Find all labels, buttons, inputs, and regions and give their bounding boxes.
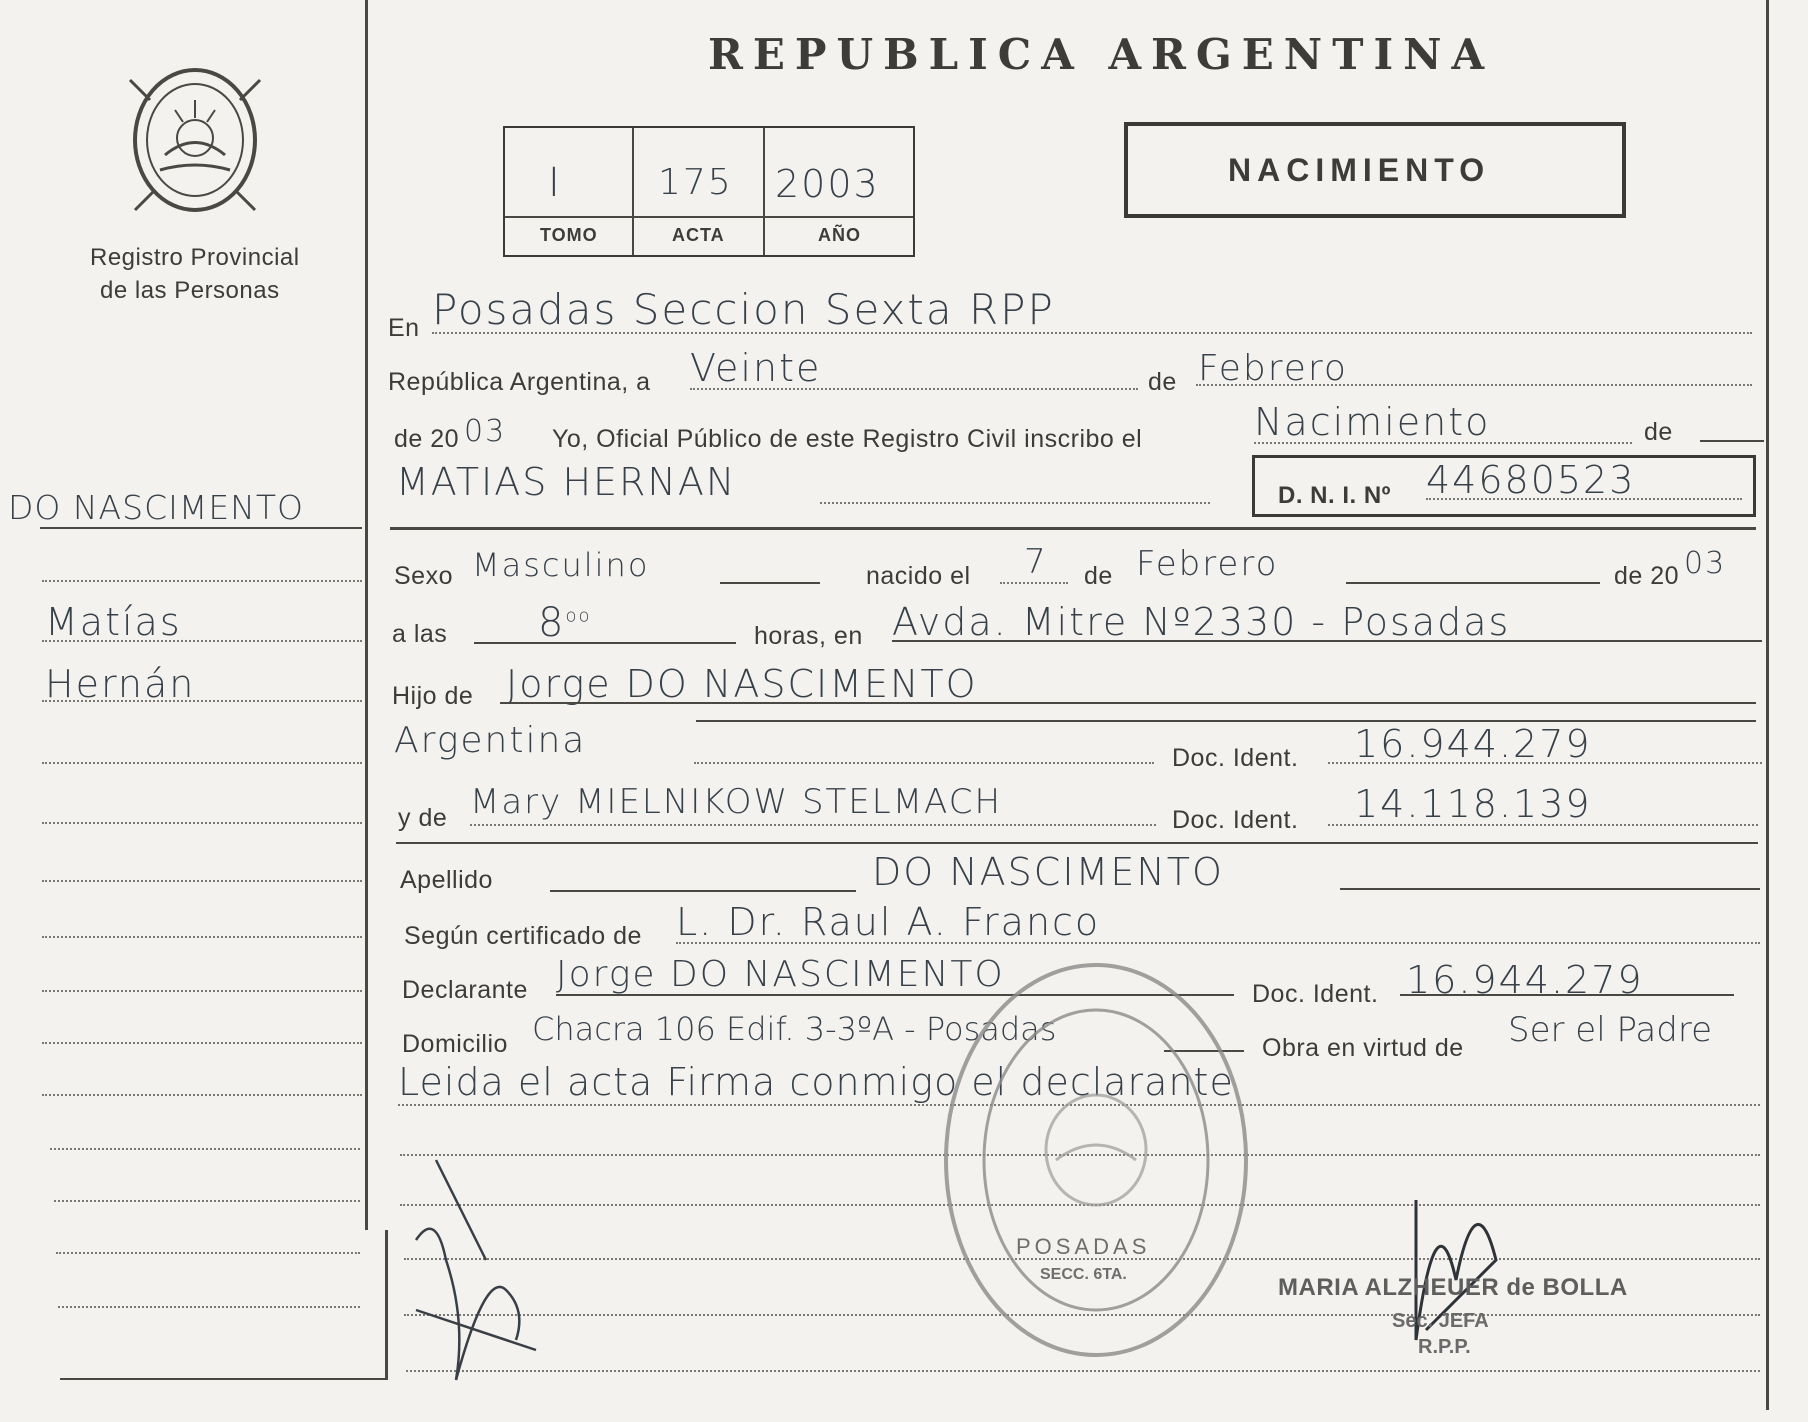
margin-rule — [40, 527, 362, 529]
fill-line — [1426, 498, 1742, 500]
section-rule — [396, 842, 1758, 844]
closing-line: Leida el acta Firma conmigo el declarante — [398, 1060, 1234, 1104]
tomo-label: TOMO — [540, 225, 598, 245]
margin-line — [42, 580, 362, 582]
fill-line — [474, 642, 736, 644]
doc-label-mother: Doc. Ident. — [1172, 806, 1299, 834]
horas-label: horas, en — [754, 622, 863, 650]
official-title-line2: R.P.P. — [1418, 1336, 1471, 1358]
year-prefix: de 20 — [394, 425, 460, 453]
day-text: Veinte — [690, 346, 822, 390]
country-title: REPUBLICA ARGENTINA — [708, 30, 1495, 79]
registry-name-line2: de las Personas — [100, 277, 280, 304]
margin-name2: Hernán — [45, 662, 196, 706]
fill-line — [720, 582, 820, 584]
fill-line — [1254, 442, 1632, 444]
dni-label: D. N. I. Nº — [1278, 482, 1391, 509]
obra-label: Obra en virtud de — [1262, 1034, 1464, 1062]
birth-year-prefix: de 20 — [1614, 562, 1680, 590]
a-las-label: a las — [392, 620, 448, 648]
birth-month: Febrero — [1136, 544, 1279, 584]
doc-label-father: Doc. Ident. — [1172, 744, 1299, 772]
margin-line — [56, 1252, 360, 1254]
father-name: Jorge DO NASCIMENTO — [506, 662, 978, 706]
declarant-signature — [396, 1150, 556, 1390]
official-seal-stamp — [936, 960, 1256, 1360]
margin-surname: DO NASCIMENTO — [8, 488, 304, 527]
birth-year-suffix: 03 — [1684, 546, 1727, 581]
sexo-label: Sexo — [394, 562, 453, 590]
sexo-value: Masculino — [472, 546, 650, 584]
fill-line — [1328, 762, 1762, 764]
fill-line — [690, 388, 1138, 390]
record-id-divider — [763, 128, 765, 255]
event-value: Nacimiento — [1254, 400, 1491, 444]
certificado-value: L. Dr. Raul A. Franco — [676, 900, 1101, 944]
fill-line — [1700, 440, 1764, 442]
declarante-doc: 16.944.279 — [1406, 958, 1644, 1002]
doc-label-declarante: Doc. Ident. — [1252, 980, 1379, 1008]
de-label-2: de — [1644, 418, 1673, 446]
domicilio-label: Domicilio — [402, 1030, 508, 1058]
province-seal — [125, 60, 265, 220]
document-type-title: NACIMIENTO — [1228, 152, 1491, 188]
fill-line — [1340, 888, 1760, 890]
hour-value — [538, 600, 591, 646]
margin-line — [42, 990, 362, 992]
ano-label: AÑO — [818, 225, 861, 245]
margin-line — [42, 880, 362, 882]
fill-line — [1196, 384, 1752, 386]
hijo-label: Hijo de — [392, 682, 474, 710]
margin-line — [58, 1306, 360, 1308]
official-name-stamp: MARIA ALZHEUER de BOLLA — [1278, 1274, 1628, 1301]
dni-value: 44680523 — [1426, 458, 1636, 502]
father-doc: 16.944.279 — [1354, 722, 1592, 766]
tomo-value: I — [548, 160, 562, 206]
margin-line — [42, 936, 362, 938]
fill-line — [1346, 582, 1600, 584]
fill-line — [1400, 994, 1734, 996]
record-id-divider — [632, 128, 634, 255]
obra-value: Ser el Padre — [1508, 1010, 1712, 1050]
fill-line — [432, 332, 1752, 334]
segun-label: Según certificado de — [404, 922, 642, 950]
apellido-value: DO NASCIMENTO — [872, 850, 1224, 894]
acta-label: ACTA — [672, 225, 725, 245]
fill-line — [892, 640, 1762, 642]
fill-line — [676, 942, 1760, 944]
month-value: Febrero — [1198, 348, 1348, 389]
section-rule — [390, 527, 1756, 530]
apellido-label: Apellido — [400, 866, 493, 894]
de-label-3: de — [1084, 562, 1113, 590]
margin-line — [42, 1094, 362, 1096]
birth-place: Avda. Mitre Nº2330 - Posadas — [892, 600, 1511, 644]
record-id-divider — [505, 216, 913, 218]
column-divider — [385, 1230, 388, 1380]
father-nationality: Argentina — [394, 720, 587, 761]
fill-line — [470, 824, 1156, 826]
full-name: MATIAS HERNAN — [396, 460, 737, 504]
margin-line — [42, 640, 362, 642]
margin-line — [42, 1042, 362, 1044]
fill-line — [1328, 824, 1758, 826]
fill-line — [820, 502, 1210, 504]
place-value: Posadas Seccion Sexta RPP — [432, 285, 1055, 334]
fill-line — [696, 720, 1756, 722]
seal-sub: SECC. 6TA. — [1040, 1266, 1127, 1283]
fill-line — [406, 1370, 1760, 1372]
nacido-label: nacido el — [866, 562, 971, 590]
y-de-label: y de — [398, 804, 448, 832]
year-suffix: 03 — [464, 414, 507, 449]
seal-city: POSADAS — [1016, 1234, 1151, 1259]
en-label: En — [388, 314, 420, 342]
column-divider — [365, 0, 368, 1230]
margin-line — [42, 700, 362, 702]
ano-value: 2003 — [775, 162, 880, 206]
declarante-label: Declarante — [402, 976, 528, 1004]
declarante-value: Jorge DO NASCIMENTO — [556, 954, 1005, 995]
hour-number: 8 — [538, 600, 566, 646]
mother-name: Mary MIELNIKOW STELMACH — [470, 782, 1003, 822]
mother-doc: 14.118.139 — [1354, 782, 1592, 826]
margin-line — [42, 822, 362, 824]
domicilio-value: Chacra 106 Edif. 3-3ºA - Posadas — [532, 1010, 1057, 1048]
margin-line — [42, 762, 362, 764]
birth-day: 7 — [1024, 542, 1048, 582]
fill-line — [550, 890, 856, 892]
fill-line — [1000, 582, 1068, 584]
margin-line — [50, 1148, 360, 1150]
margin-name1: Matías — [45, 600, 182, 644]
official-title-line1: Sec. JEFA — [1392, 1310, 1489, 1332]
margin-bottom-rule — [60, 1378, 386, 1380]
republica-label: República Argentina, a — [388, 368, 651, 396]
hour-minutes: oo — [565, 605, 592, 627]
acta-value: 175 — [658, 162, 733, 203]
de-label: de — [1148, 368, 1177, 396]
fill-line — [500, 702, 1756, 704]
fill-line — [694, 762, 1154, 764]
registry-name-line1: Registro Provincial — [90, 244, 300, 271]
margin-line — [54, 1200, 360, 1202]
yo-label: Yo, Oficial Público de este Registro Civil inscribo el — [552, 425, 1143, 453]
right-border — [1766, 0, 1769, 1410]
